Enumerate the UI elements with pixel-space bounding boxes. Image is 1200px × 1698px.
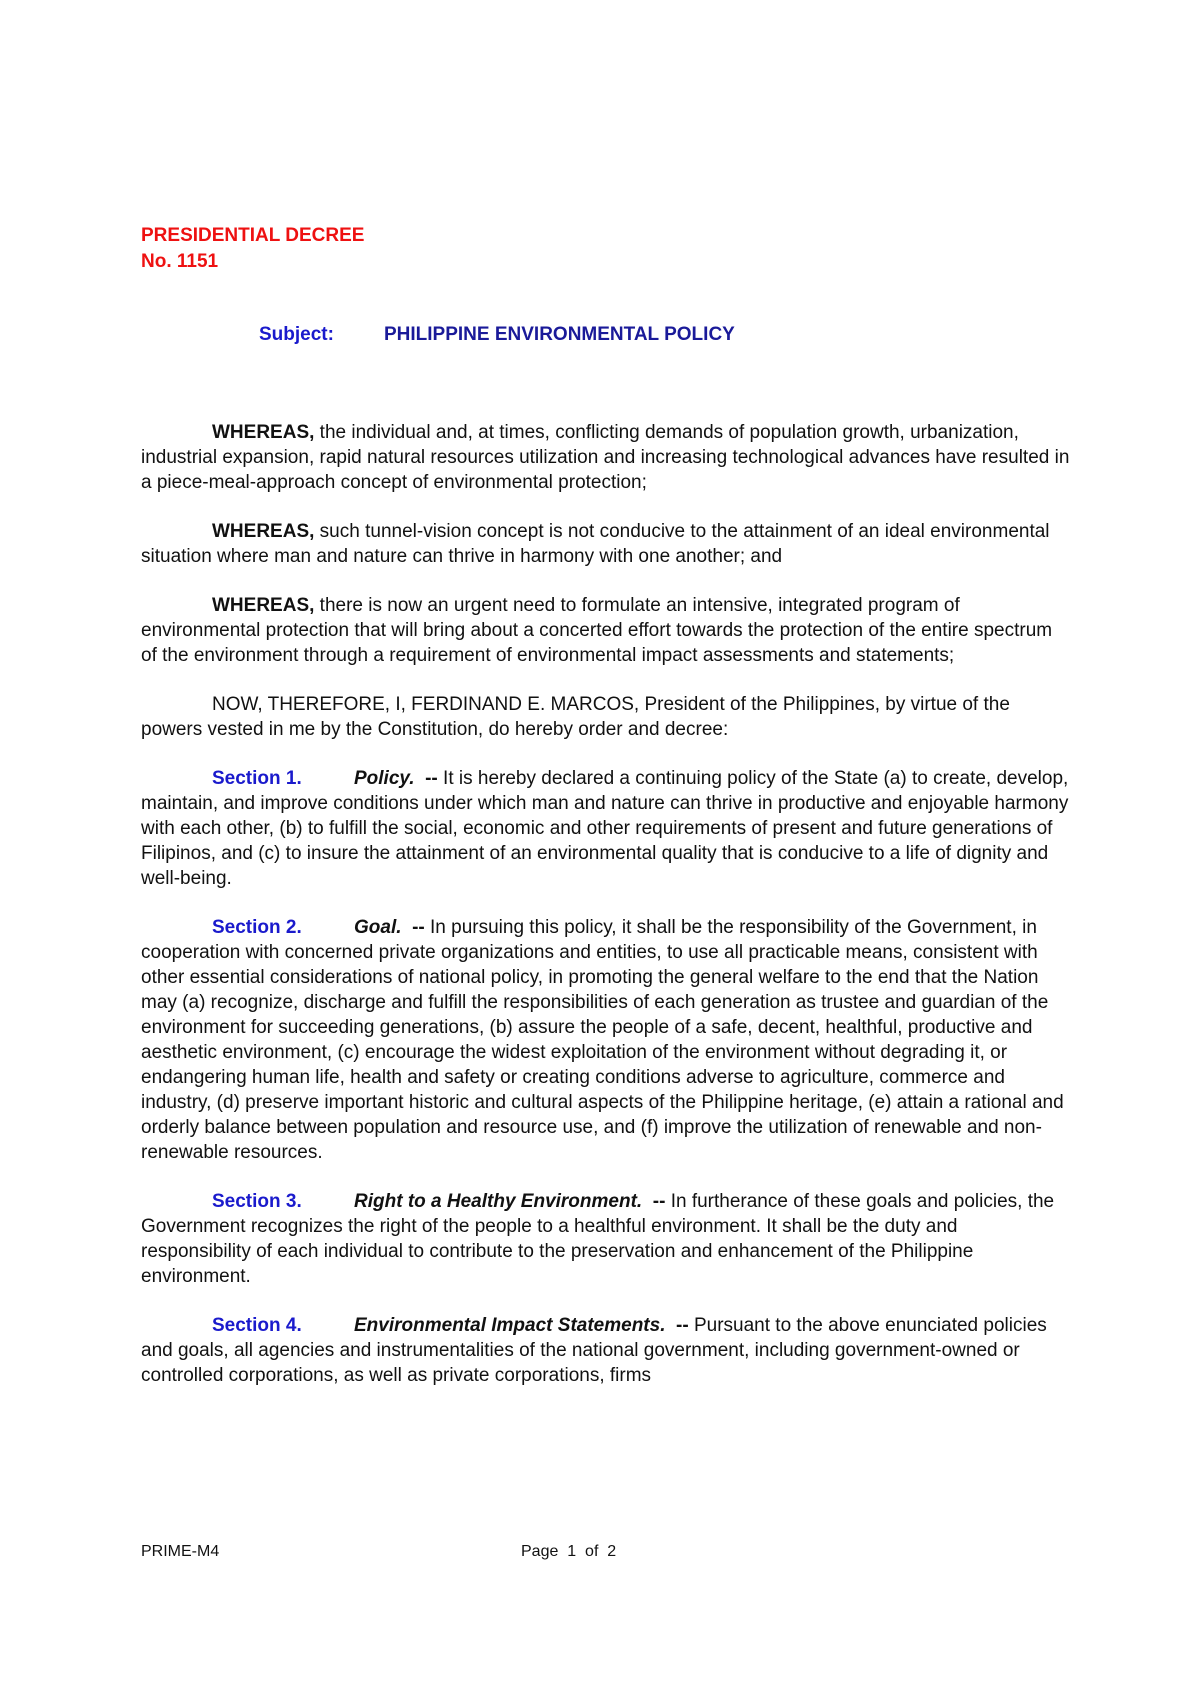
- section-dash: --: [665, 1315, 689, 1336]
- decree-body: [141, 420, 1071, 1412]
- whereas-lead: WHEREAS,: [212, 595, 315, 616]
- footer-label: PRIME-M4: [141, 1543, 220, 1560]
- section-number: Section 3.: [212, 1191, 302, 1212]
- section-number: Section 2.: [212, 917, 302, 938]
- section-title: Right to a Healthy Environment.: [354, 1191, 643, 1212]
- now-therefore-text: NOW, THEREFORE, I, FERDINAND E. MARCOS, President of the Philippines, by virtue of the powers vested in me by the Constitution, do hereby order and decree:: [141, 694, 1010, 740]
- subject-label: Subject:: [259, 324, 334, 345]
- whereas-clause-1: [141, 420, 1071, 495]
- whereas-lead: WHEREAS,: [212, 521, 315, 542]
- whereas-clause-2: [141, 519, 1071, 569]
- section-dash: --: [401, 917, 425, 938]
- section-4: [141, 1313, 1071, 1388]
- section-text: In pursuing this policy, it shall be the responsibility of the Government, in cooperation with concerned private organizations and entities, to use all practicable means, consistent with other essential considerations of national policy, in promoting the general welfare to the end that the Nation may (a) recognize, discharge and fulfill the responsibilities of each generation as trustee and guardian of the environment for succeeding generations, (b) assure the people of a safe, decent, healthful, productive and aesthetic environment, (c) encourage the widest exploitation of the environment without degrading it, or endangering human life, health and safety or creating conditions adverse to agriculture, commerce and industry, (d) preserve important historic and cultural aspects of the Philippine heritage, (e) attain a rational and orderly balance between population and resource use, and (f) improve the utilization of renewable and non-renewable resources.: [141, 917, 1064, 1163]
- section-1: [141, 766, 1071, 891]
- subject-line: [259, 322, 735, 348]
- whereas-clause-3: [141, 593, 1071, 668]
- section-3: [141, 1189, 1071, 1289]
- section-dash: --: [414, 768, 438, 789]
- section-title: Goal.: [354, 917, 402, 938]
- section-number: Section 1.: [212, 768, 302, 789]
- now-therefore-clause: [141, 692, 1071, 742]
- section-text: It is hereby declared a continuing policy of the State (a) to create, develop, maintain, and improve conditions under which man and nature can thrive in productive and enjoyable harmony with each other, (b) to fulfill the social, economic and other requirements of present and future generations of Filipinos, and (c) to insure the attainment of an environmental quality that is conducive to a life of dignity and well-being.: [141, 768, 1069, 889]
- subject-value: PHILIPPINE ENVIRONMENTAL POLICY: [384, 324, 735, 345]
- decree-title-line1: PRESIDENTIAL DECREE: [141, 225, 365, 246]
- decree-number: No. 1151: [141, 251, 219, 272]
- whereas-text: there is now an urgent need to formulate an intensive, integrated program of environmental protection that will bring about a concerted effort towards the protection of the entire spectrum of the environment through a requirement of environmental impact assessments and statements;: [141, 595, 1053, 666]
- section-dash: --: [642, 1191, 666, 1212]
- page-number: Page 1 of 2: [521, 1543, 617, 1560]
- section-text: In furtherance of these goals and policies, the Government recognizes the right of the people to a healthful environment. It shall be the duty and responsibility of each individual to contribute to the preservation and enhancement of the Philippine environment.: [141, 1191, 1055, 1287]
- whereas-text: the individual and, at times, conflicting demands of population growth, urbanization, industrial expansion, rapid natural resources utilization and increasing technological advances have resulted in a piece-meal-approach concept of environmental protection;: [141, 422, 1070, 493]
- whereas-lead: WHEREAS,: [212, 422, 315, 443]
- section-2: [141, 915, 1071, 1165]
- section-text: Pursuant to the above enunciated policies and goals, all agencies and instrumentalities of the national government, including government-owned or controlled corporations, as well as private corporations, firms: [141, 1315, 1047, 1386]
- whereas-text: such tunnel-vision concept is not conducive to the attainment of an ideal environmental situation where man and nature can thrive in harmony with one another; and: [141, 521, 1050, 567]
- section-number: Section 4.: [212, 1315, 302, 1336]
- section-title: Policy.: [354, 768, 415, 789]
- section-title: Environmental Impact Statements.: [354, 1315, 666, 1336]
- decree-title: [141, 223, 364, 275]
